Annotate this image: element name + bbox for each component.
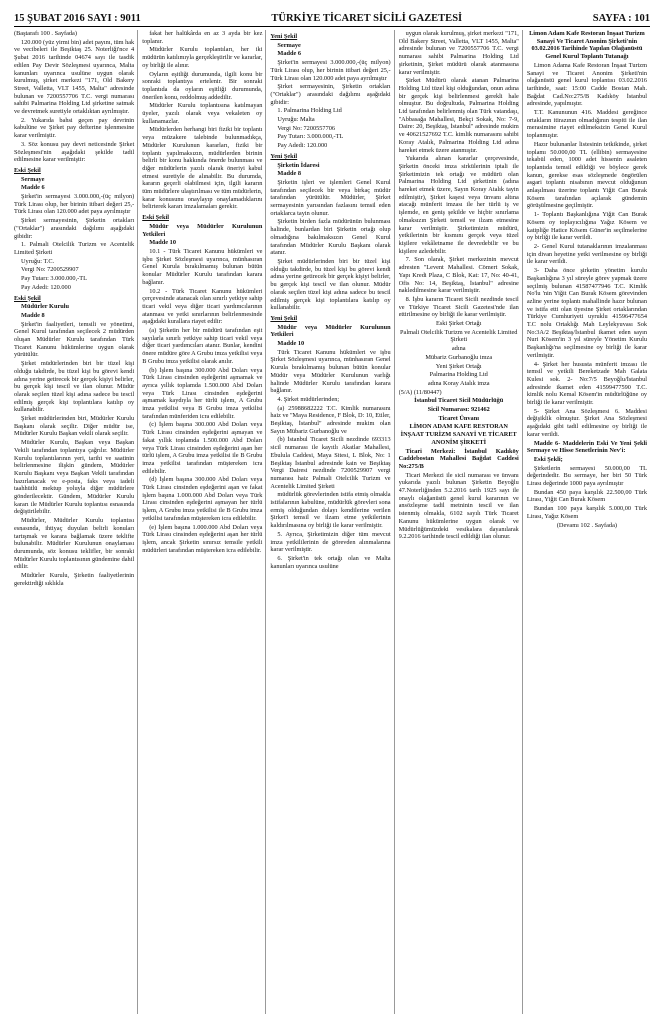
col3-paragraph: Vergi No: 7200557706 — [277, 124, 336, 132]
col5-paragraph: Hazır bulunanlar listesinin tetkikinde, şirket toplamı 50.000,00 TL (ellibin) sermayesine tekabül eden, 1000 adet hissenin asaleten toplantıda temsil edildiği ve böylece gerek kanun, gerekse esas sözleşmede öngörülen asgari toplantı nisabının mevcut olduğunun anlaşılması üzerine toplantı Yiğit Can Burak Kösem tarafından açılarak gündemin görüşülmesine geçilmiştir. — [526, 140, 648, 210]
col1-paragraph: Müdürler Kurulu, Başkan veya Başkan Vekili tarafından toplantıya çağrılır. Müdürler Kurulu toplantılarının yeri, tarihi ve saatinin belirlenmesine ilişkin gündem, Müdürler Kurulu Başkanı veya Başkan Vekili tarafından hazırlanacak ve e-posta, faks veya iadeli taahhütlü mektup yoluyla diğer müdürlere gönderilecektir. Gündem, Müdürler Kurulu kararı ile Müdürler Kurulu toplantısı esnasında değiştirilebilir. — [14, 439, 135, 516]
col3-paragraph: (a) 25988682222 T.C. Kimlik numarasını haiz ve "Maya Residence, F Blok, D: 10, Etiler, Beşiktaş, İstanbul" adresinde mukim olan Sayın Mübariz Gurbanoğlu ve — [270, 404, 391, 435]
col3-paragraph: 5. Ayrıca, Şirketimizin diğer tüm mevcut imza yetkililerinin de görevden alınmalarına karar verilmiştir. — [270, 530, 391, 554]
col5-paragraph: Limon Adama Kafe Restoran İnşaat Turizm Sanayi ve Ticaret Anonim Şirketi'nin olağanüstü genel kurul toplantısı 03.02.2016 tarihinde, saat: 15:00 Cadde Bostan Mah. Bağdat Cad.No:275/B Kadıköy İstanbul adresinde, yapılmıştır. — [526, 61, 648, 108]
col2-paragraph: fakat her halükârda en az 3 ayda bir kez toplanır. — [142, 30, 263, 45]
col4-paragraph: Mübariz Gurbanoğlu imza — [425, 353, 493, 361]
col4-paragraph: Ticaret Ünvanı — [438, 414, 479, 422]
col2-paragraph: 10.2 - Türk Ticaret Kanunu hükümleri çerçevesinde atanacak olan sınırlı yetkiye sahip ticari vekil veya diğer ticari yardımcılarının atanması ve yetki sınırlarının belirlenmesinde aşağıdaki kurallara riayet edilir: — [142, 287, 263, 326]
col1-paragraph: Şirket müdürlerinden biri, Müdürler Kurulu Başkanı olarak seçilir. Diğer müdür ise, Müdürler Kurulu Başkan vekili olarak seçilir. — [14, 415, 135, 438]
col1-paragraph: Pay Adedi: 120.000 — [21, 283, 71, 291]
col5-paragraph: Limon Adam Kafe Restoran İnşaat Turizm Sanayi Ve Ticaret Anonim Şirketi'nin 03.02.2016 Tarihinde Yapılan Olağanüstü Genel Kurul Toplantı Tutanağı — [529, 30, 645, 61]
col1-paragraph: Pay Tutarı: 3.000.000,-TL — [21, 275, 87, 283]
col3-paragraph: müdürlük görevlerinden istifa etmiş olmakla istifalarının kabulüne, müdürlük görevleri sona ermiş olduğundan dolayı kendilerine verilen Şirket'i temsil ve ilzam etme yetkilerinin kaldırılmasına oy birliği ile karar verilmiştir. — [270, 491, 391, 530]
col4-paragraph: İstanbul Ticaret Sicil Müdürlüğü — [414, 397, 504, 405]
issue-date: 15 ŞUBAT 2016 SAYI : 9011 — [14, 13, 141, 24]
col1-paragraph: 120.000 (yüz yirmi bin) adet payını, tüm hak ve vecibeleri ile Beşiktaş 25. Noterliği'nce 4 Şubat 2016 tarihinde 04674 sayı ile tasdik edilen Pay Devir Sözleşmesi uyarınca, Malta kanunları uyarınca usulüne uygun olarak kurulmuş, şirket merkezi "171, Old Bakery Street, Valletta, VLT 1455, Malta" adresinde bulunan ve 7200557706 T.C. vergi numarası sahibi Palmarina Holding Ltd şirketine satmak ve devretmek suretiyle ortaklıktan ayrılmıştır. — [14, 38, 135, 116]
col4-paragraph: Sicil Numarası: 921462 — [427, 406, 490, 414]
article-columns — [14, 30, 650, 1014]
col5-paragraph: Bundan 450 paya karşılık 22.500,00 Türk Lirası, Yiğit Can Burak Kösem — [526, 488, 648, 504]
col3-paragraph: Yeni Şekil — [270, 152, 298, 160]
col3-paragraph: Müdür veya Müdürler Kurulunun Yetkileri — [270, 323, 391, 339]
col2-paragraph: Müdürlerden herhangi biri fiziki bir toplantı veya müzakere talebinde bulunmadıkça, Müdürler Kurulunun kararları, fiziki bir toplantı yapılmaksızın, müdürlerden birinin belirli bir konu hakkında önerde bulunması ve diğer müdürlerin yazılı olarak öneriyi kabul etmesi suretiyle de alınabilir. Bu durumda, kararın geçerli olabilmesi için, ilgili kararın tüm müdürlere ulaştırılması ve tüm müdürlerin, karar konusunu onaylayıp onaylamadıklarını belirterek kararı imzalamaları gerekir. — [142, 126, 263, 211]
col3-paragraph: Yeni Şekil — [270, 33, 298, 40]
col5-paragraph: T.T. Kanununun 416. Maddesi gereğince ortakların itirazının olmadığının tespiti ile ilan merasimine riayet edilmeksizin Genel Kurul toplanmıştır. — [526, 109, 648, 140]
col4-paragraph: Yeni Şirket Ortağı — [435, 362, 482, 370]
col3-paragraph: Uyruğu: Malta — [277, 116, 315, 124]
col3-paragraph: (b) İstanbul Ticaret Sicili nezdinde 693313 sicil numarası ile kayıtlı Akatlar Mahallesi, Ebulula Caddesi, Maya Sitesi, L Blok, No: 1 Beşiktaş İstanbul adresinde kain ve Beşiktaş Vergi Dairesi nezdinde 7200529907 vergi numarası haiz Palmali Otelcilik Turizm ve Acentelik Limited Şirketi — [270, 436, 391, 490]
col2-paragraph: (e) İşlem başına 1.000.000 Abd Doları veya Türk Lirası cinsinden eşdeğerini aşan her türlü işlem, ancak Şirketin sınırsız temsile yetkili müdürleri tarafından müştereken icra edilebilir. — [142, 523, 263, 554]
col2-paragraph: (d) İşlem başına 300.000 Abd Doları veya Türk Lirası cinsinden eşdeğerini aşan ve fakat işlem başına 1.000.000 Abd Doları veya Türk Lirası cinsinden eşdeğerini aşmayan her türlü işlem, A Grubu imza yetkilisi ile B Grubu imza yetkilisi tarafından müştereken icra edilebilir. — [142, 476, 263, 522]
gazette-title: TÜRKİYE TİCARET SİCİLİ GAZETESİ — [271, 13, 463, 24]
col5-paragraph: 5- Şirket Ana Sözleşmesi 6. Maddesi değişiklik olmuştur. Şirket Ana Sözleşmesi aşağıdaki gibi tadil edilmesine oy birliği ile karar verildi. — [526, 407, 648, 438]
col2-paragraph: Müdür veya Müdürler Kurulunun Yetkileri — [142, 222, 263, 238]
col5-paragraph: 4- Şirket her hususta münferit imzası ile temsil ve yetkili Bereketzade Mah Galata Kulesi sok. 2- No:7/5 Beyoğlu/İstanbul adresinde ikamet eden 41599477590 T.C. kimlik nolu Kemal Kösem'in müdürlüğüne oy birliği ile karar verilmiştir. — [526, 360, 648, 407]
col1-paragraph: Madde 8 — [21, 311, 45, 319]
col3-paragraph: 1. Palmarina Holding Ltd — [277, 107, 342, 115]
col1-paragraph: 3. Söz konusu pay devri neticesinde Şirket Sözleşmesi'nin aşağıdaki şekilde tadil edilmesine karar verilmiştir: — [14, 140, 135, 164]
col2-paragraph: Madde 10 — [149, 239, 176, 247]
col1-paragraph: Madde 6 — [21, 184, 45, 192]
col4-paragraph: uygun olarak kurulmuş, şirket merkezi "171, Old Bakery Street, Valletta, VLT 1455, Malta" adresinde bulunan ve 7200557706 T.C. vergi numarası sahibi Palmarina Holding Ltd şirketinin, Şirket müdürü olarak atanmasına karar verilmiştir. — [398, 30, 519, 76]
col4-paragraph: Palmali Otelcilik Turizm ve Acentelik Limited Şirketi — [400, 328, 518, 344]
col1-paragraph: Müdürler, Müdürler Kurulu toplantısı esnasında, ihtiyaç duyulan belirli konuları tartışmak ve karara bağlamak üzere teklifte bulunabilir. Müdürler Kurulunun onaylaması durumunda, söz konusu teklifler, bir sonraki Müdürler Kurulu toplantısının gündemine dahil edilir. — [14, 517, 135, 571]
col1-paragraph: Müdürler Kurulu, Şirketin faaliyetlerinin gerektirdiği sıklıkla — [14, 572, 135, 587]
col3-paragraph: Şirket'in sermayesi 3.000.000,-(üç milyon) Türk Lirası olup, her birinin itibari değeri 25,- Türk Lirası olan 120.000 adet paya ayrılmıştır — [270, 59, 391, 82]
col3-paragraph: Şirketin işleri ve işlemleri Genel Kurul tarafından seçilecek bir veya birkaç müdür tarafından yürütülür. Müdürler, Şirket sermayesinin yarısından fazlasını temsil eden ortaklarca tayin olunur. — [270, 178, 391, 217]
col1-paragraph: Müdürler Kurulu — [21, 303, 69, 311]
col4-paragraph: Palmarina Holding Ltd — [429, 371, 488, 379]
col5-paragraph: (Devamı 102 . Sayfada) — [556, 521, 617, 529]
col1-paragraph: Vergi No: 7200529907 — [21, 266, 79, 274]
column-1 — [14, 30, 138, 1014]
col3-paragraph: 4. Şirket müdürlerinden; — [277, 395, 340, 403]
column-2 — [142, 30, 266, 1014]
col4-paragraph: adına Koray Atalık imza — [427, 379, 490, 387]
col1-paragraph: Eski Şekil — [14, 166, 41, 174]
col2-paragraph: Eski Şekil — [142, 214, 169, 222]
col4-paragraph: Yukarıda alınan kararlar çerçevesinde, Şirketin önceki imza sirkülerinin iptali ile Şirketimizin tek ortağı ve müdürü olan Palmarina Holding Ltd şirketinin (adına hareket etmek üzere, Sayın Koray Atalık tayin edilmiştir), Şirket kaşesi veya ünvanı altına atacağı münferit imzası ile her türlü iş ve işlemde, en geniş şekilde ve hiçbir sınırlama olmaksızın Şirketi temsil ve ilzam etmesine karar verilmiştir. Şirketimizin müdürü, yetkilerinin bir kısmını gerçek veya tüzel kişilere vekâletname ile devredebilir ve bu kişilere azledebilir. — [398, 155, 519, 255]
col4-paragraph: 8. İşbu kararın Ticaret Sicili nezdinde tescil ve Türkiye Ticaret Sicili Gazetesi'nde ilan ettirilmesine oy birliği ile karar verilmiştir. — [398, 295, 519, 319]
col3-paragraph: Madde 8 — [277, 170, 302, 178]
col2-paragraph: (a) Şirketin her bir müdürü tarafından eşit sayılarla sınırlı yetkiye sahip ticari vekil veya diğer ticari yardımcıları atanır. Bunlar, kendini önere müdüre göre A Grubu imza yetkilisi veya B Grubu imza yetkilisi olarak anılır. — [142, 327, 263, 365]
col3-paragraph: Şirket sermayesinin, Şirketin ortakları ("Ortaklar") arasındaki dağılımı aşağıdaki gibidir: — [270, 83, 391, 106]
col4-paragraph: adına — [451, 345, 466, 353]
col3-paragraph: Şirket müdürlerinden biri bir tüzel kişi olduğu takdirde, bu tüzel kişi bu görevi kendi adına yerine getirecek bir gerçek kişiyi belirler, bu gerçek kişi tescil ve ilan olunur. Müdür olarak seçilen tüzel kişi adına sadece bu tescil edilmiş gerçek kişi toplantılara katılıp oy kullanabilir. — [270, 257, 391, 312]
col1-paragraph: Sermaye — [21, 175, 45, 183]
col3-paragraph: Türk Ticaret Kanunu hükümleri ve işbu Şirket Sözleşmesi uyarınca, münhasıran Genel Kurula bırakılmamış bulunan bütün konular Müdür veya Müdürler Kurulunun varlığı halinde Müdürler Kurulu tarafından karara bağlanır. — [270, 348, 391, 395]
col5-paragraph: Eski Şekli; — [533, 455, 563, 463]
col3-paragraph: Madde 10 — [277, 340, 305, 348]
col1-paragraph: 1. Palmali Otelcilik Turizm ve Acentelik Limited Şirketi — [14, 241, 135, 256]
col4-paragraph: Ticari Merkezi: İstanbul Kadıköy Caddebostan Mahallesi Bağdat Caddesi No:275/B — [398, 447, 519, 470]
col1-paragraph: Şirket'in sermayesi 3.000.000,-(üç milyon) Türk Lirası olup, her birinin itibari değeri 25,- Türk Lirası olan 120.000 adet paya ayrılmıştır — [14, 193, 135, 216]
column-3 — [270, 30, 394, 1014]
col1-paragraph: Şirket'in faaliyetleri, temsili ve yönetimi, Genel Kurul tarafından seçilecek 2 müdürden oluşan Müdürler Kurulu tarafından Türk Ticaret Kanunu hükümlerine uygun olarak yürütülür. — [14, 320, 135, 359]
col1-paragraph: (Baştarafı 100 . Sayfada) — [14, 30, 77, 37]
col2-paragraph: Müdürler Kurulu toplantısına katılmayan üyeler, yazılı olarak veya vekaleten oy kullanamazlar. — [142, 102, 263, 125]
col1-paragraph: 2. Yukarıda bahsi geçen pay devrinin kabulüne ve Şirket pay defterine işlenmesine karar verilmiştir. — [14, 116, 135, 140]
col4-paragraph: LİMON ADAM KAFE RESTORAN İNŞAAT TURİZM SANAYİ VE TİCARET ANONİM ŞİRKETİ — [400, 423, 517, 446]
col5-paragraph: 2- Genel Kurul tutanaklarının imzalanması için divan heyetine yetki verilmesine oy birliği ile karar verildi. — [526, 242, 648, 266]
col1-paragraph: Şirket müdürlerinden biri bir tüzel kişi olduğu takdirde, bu tüzel kişi bu görevi kendi adına yerine getirecek bir gerçek kişiyi belirler, bu gerçek kişi tescil ve ilan olunur. Müdür olarak seçilen tüzel kişi adına sadece bu tescil edilmiş gerçek kişi toplantılara katılıp oy kullanabilir. — [14, 360, 135, 414]
col3-paragraph: Yeni Şekil — [270, 314, 298, 322]
col2-paragraph: (b) İşlem başına 300.000 Abd Doları veya Türk Lirası cinsinden eşdeğerini aşmamak ve ayrıca yıllık toplamda 1.500.000 Abd Doları veya Türk Lirası cinsinden eşdeğerini aşmamak kaydıyla her türlü işlem, A Grubu imza yetkilisi veya B Grubu imza yetkilisi tarafından münferiden icra edilebilir. — [142, 366, 263, 420]
column-4 — [399, 30, 523, 1014]
page-header — [14, 8, 650, 27]
col1-paragraph: Eski Şekil — [14, 294, 41, 302]
col3-paragraph: Şirketin İdaresi — [277, 161, 320, 169]
col3-paragraph: Şirketin birden fazla müdürünün bulunması halinde, bunlardan biri Şirketin ortağı olup olmadığına bakılmaksızın Genel Kurul tarafından Müdürler Kurulu Başkanı olarak atanır. — [270, 218, 391, 257]
col3-paragraph: Pay Tutarı: 3.000.000,-TL — [277, 133, 344, 141]
col5-paragraph: Bundan 100 paya karşılık 5.000,00 Türk Lirası, Yağız Kösem — [526, 505, 648, 520]
col3-paragraph: Madde 6 — [277, 50, 302, 58]
page-number: SAYFA : 101 — [592, 13, 650, 24]
col3-paragraph: Sermaye — [277, 41, 301, 49]
col2-paragraph: Oyların eşitliği durumunda, ilgili konu bir sonraki toplantıya ertelenir. Bir sonraki toplantıda da oyların eşitliği durumunda, önerilen konu, reddolmuş addedilir. — [142, 70, 263, 101]
col3-paragraph: Pay Adedi: 120.000 — [277, 142, 328, 150]
col5-paragraph: Madde 6- Maddelerin Eski Ve Yeni Şekli Sermaye ve Hisse Senetlerinin Nev'i: — [526, 439, 648, 455]
col5-paragraph: 3- Daha önce şirketin yönetim kurulu Başkanlığına 3 yıl süreyle görev yapmak üzere seçilmiş bulunan 41587477946 T.C. Kimlik No'lu 'nin Yiğit Can Burak Kösem görevinden azline yerine toplantı mahallinde hazır bulunan ve istifa etti olan üyesine Şirket ortaklarından Türkiye Cumhuriyeti uyruklu 41596477654 T.C nolu Ortaklığı Mah Leylekyuvası Sok No:3A/2 Beşiktaş/İstanbul ikamet eden sayın Nuri Kösem'in 3 yıl süreyle Yönetim Kurulu Başkanlığı'na seçilmesine oy birliği ile karar verilmiştir. — [526, 267, 648, 359]
col2-paragraph: (c) İşlem başına 300.000 Abd Doları veya Türk Lirası cinsinden eşdeğerini aşmayan ve fakat yıllık toplamda 1.500.000 Abd Doları veya Türk Lirası cinsinden eşdeğerini aşan her türlü işlem, A Grubu imza yetkilisi ile B Grubu imza yetkilisi tarafından müştereken icra edilebilir. — [142, 421, 263, 475]
col5-paragraph: Şirketlerin sermayesi 50.000,00 TL değerindedir. Bu sermaye, her biri 50 Türk Lirası değerinde 1000 paya ayrılmıştır — [526, 464, 648, 488]
col5-paragraph: 1- Toplantı Başkanlığına Yiğit Can Burak Kösem oy toplayıcılığına Yağız Kösem ve katipliğe Hatice Kösem Güner'in seçilmelerine oy birliği ile karar verildi. — [526, 211, 648, 242]
col1-paragraph: Uyruğu: T.C. — [21, 257, 55, 265]
col1-paragraph: Şirket sermayesinin, Şirketin ortakları ("Ortaklar") arasındaki dağılımı aşağıdaki gibidir: — [14, 217, 135, 240]
col3-paragraph: 6. Şirket'in tek ortağı olan ve Malta kanunları uyarınca usulüne — [270, 555, 391, 570]
col2-paragraph: 10.1 - Türk Ticaret Kanunu hükümleri ve işbu Şirket Sözleşmesi uyarınca, münhasıran Genel Kurula bırakılmamış bulunan bütün konular Müdürler Kurulu tarafından karara bağlanır. — [142, 247, 263, 286]
col4-paragraph: Eski Şirket Ortağı — [435, 320, 482, 328]
col4-paragraph: Ticari Merkezi ile sicil numarası ve ünvanı yukarıda yazılı bulunan Şirketin Beyoğlu 47.Noterliğinden 5.2.2016 tarih 1925 sayı ile onaylı olağanüstü genel kurul kararının ve ansözleşme tadil metninin tescil ve ilan istenmiş olmakla, 6102 sayılı Türk Ticaret Kanunu hükümlerine uygun olarak ve Müdürlüğümüzdeki vesikalara dayanılarak 9.2.2016 tarihinde tescil edildiği ilan olunur. — [398, 471, 519, 541]
col4-paragraph: Şirket Müdürü olarak atanan Palmarina Holding Ltd tüzel kişi olduğundan, onun adına bir gerçek kişi belirlenmesi gerekli hale olmuştur. Bu doğrultuda, Palmarina Holding Ltd tarafından belirlenmiş olan Türk vatandaşı, "Abbasağa Mahallesi, Bekçi Sokak, No: 7-9, Daire: 20, Beşiktaş, İstanbul" adresinde mukim ve 40621527692 T.C. kimlik numarasını sahibi Koray Atalık, Palmarina Holding Ltd adına hareket etmek üzere atanmıştır. — [398, 77, 519, 154]
column-5 — [527, 30, 650, 1014]
col4-paragraph: (5/A) (11/80447) — [398, 388, 442, 396]
col4-paragraph: 7. Son olarak, Şirket merkezinin mevcut adresten "Levent Mahallesi. Cömert Sokak, Yapı Kredi Plaza, C Blok, Kat: 17, No: 40-41, Ofis No: 14, Beşiktaş, İstanbul" adresine nakledilmesine karar verilmiştir. — [398, 256, 519, 295]
col2-paragraph: Müdürler Kurulu toplantıları, her iki müdürün katılımıyla gerçekleştirilir ve kararlar, oy birliği ile alınır. — [142, 46, 263, 69]
